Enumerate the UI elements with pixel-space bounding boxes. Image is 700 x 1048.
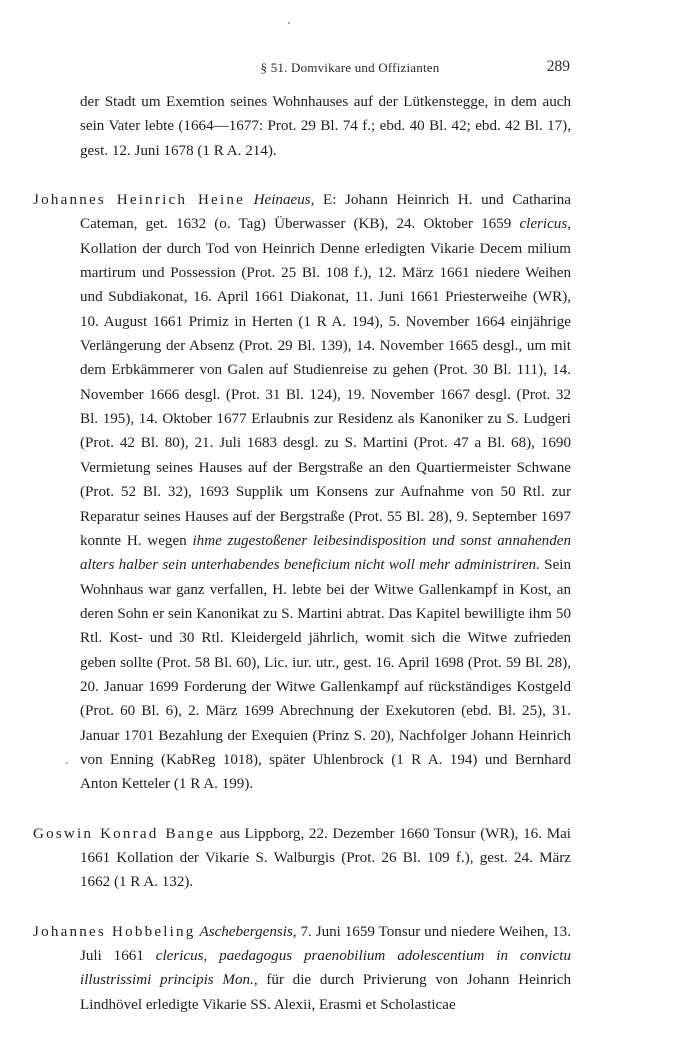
latin-term: clericus, paedagogus praenobilium adolescentium in convictu illustrissimi principis Mon.,: [80, 948, 571, 989]
entry-list: [33, 90, 572, 1042]
person-name: Goswin Konrad Bange: [33, 825, 216, 842]
page-header: [0, 58, 700, 82]
latin-term: Heinaeus,: [253, 192, 315, 209]
stray-mark: [288, 22, 290, 24]
entry-text: 7. Juni 1659 Tonsur und niedere Weihen, 13. Juli 1661: [80, 923, 571, 964]
latin-term: ihme zugestoßener leibesindisposition und sonst annahenden alters halber sein unterhabendes beneficium nicht woll mehr administriren.: [80, 532, 572, 574]
person-name: Johannes Heinrich Heine: [33, 192, 245, 209]
entry-text: Kollation der durch Tod von Heinrich Denne erledigten Vikarie Decem milium martirum und Possession (Prot. 25 Bl. 108 f.), 12. März 1661 niedere Weihen und Subdiakonat, 16. April 1661 Diakonat, 11. Juni 1661 Priesterweihe (WR), 10. August 1661 Primiz in Herten (1 R A. 194), 5. November 1664 einjährige Verlängerung der Absenz (Prot. 29 Bl. 139), 14. November 1665 desgl., um mit dem Erbkämmerer von Galen auf Studienreise zu gehen (Prot. 30 Bl. 111), 14. November 1666 desgl. (Prot. 31 Bl. 124), 19. November 1667 desgl. (Prot. 32 Bl. 195), 14. Oktober 1677 Erlaubnis zur Residenz als Kanoniker zu S. Ludgeri (Prot. 42 Bl. 80), 21. Juli 1683 desgl. zu S. Martini (Prot. 47 a Bl. 68), 1690 Vermietung seines Hauses auf der Bergstraße an den Quartiermeister Schwane (Prot. 52 Bl. 32), 1693 Supplik um Konsens zur Aufnahme von 50 Rtl. zur Reparatur seines Hauses auf der Bergstraße (Prot. 55 Bl. 28), 9. September 1697 konnte H. wegen: [80, 240, 571, 549]
latin-term: clericus,: [519, 216, 571, 233]
entry-text: [245, 192, 254, 208]
running-head: § 51. Domvikare und Offizianten: [260, 60, 440, 75]
entry-continuation: [67, 90, 571, 163]
entry-hobbeling: [33, 920, 571, 1017]
person-name: Johannes Hobbeling: [33, 923, 196, 940]
entry-text: für die durch Privierung von Johann Heinrich Lindhövel erledigte Vikarie SS. Alexii, Erasmi et Scholasticae: [80, 972, 571, 1013]
entry-heine: [33, 188, 571, 797]
page-number: 289: [546, 58, 570, 75]
entry-text: E: Johann Heinrich H. und Catharina Cateman, get. 1632 (o. Tag) Überwasser (KB), 24. Oktober 1659: [80, 192, 571, 233]
entry-text: aus Lippborg, 22. Dezember 1660 Tonsur (WR), 16. Mai 1661 Kollation der Vikarie S. Walburgis (Prot. 26 Bl. 109 f.), gest. 24. März 1662 (1 R A. 132).: [80, 825, 572, 891]
entry-text: Sein Wohnhaus war ganz verfallen, H. lebte bei der Witwe Gallenkampf in Kost, an deren Sohn er sein Kanonikat zu S. Martini abtrat. Das Kapitel bewilligte ihm 50 Rtl. Kost- und 30 Rtl. Kleidergeld jährlich, womit sich die Witwe zufrieden geben sollte (Prot. 58 Bl. 60), Lic. iur. utr., gest. 16. April 1698 (Prot. 59 Bl. 28), 20. Januar 1699 Forderung der Witwe Gallenkampf auf rückständiges Kostgeld (Prot. 60 Bl. 6), 2. März 1699 Abrechnung der Exekutoren (ebd. Bl. 25), 31. Januar 1701 Bezahlung der Exequien (Prinz S. 20), Nachfolger Johann Heinrich von Enning (KabReg 1018), später Uhlenbrock (1 R A. 194) und Bernhard Anton Ketteler (1 R A. 199).: [80, 557, 572, 793]
stray-mark: [66, 762, 68, 764]
entry-bange: [33, 822, 571, 895]
entry-text: der Stadt um Exemtion seines Wohnhauses auf der Lütkenstegge, in dem auch sein Vater lebte (1664—1677: Prot. 29 Bl. 74 f.; ebd. 40 Bl. 42; ebd. 42 Bl. 17), gest. 12. Juni 1678 (1 R A. 214).: [80, 94, 571, 159]
latin-term: Aschebergensis,: [199, 923, 297, 940]
